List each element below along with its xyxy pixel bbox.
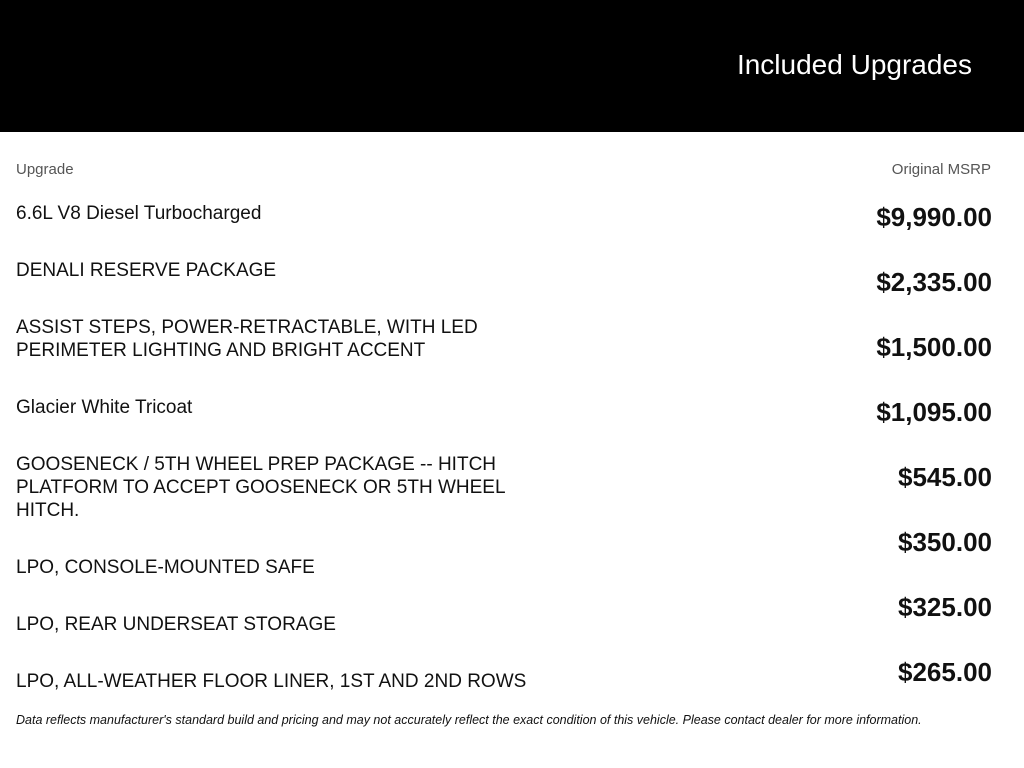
msrp-price: $1,095.00: [876, 397, 992, 427]
page-header: [0, 0, 1024, 132]
upgrade-name: DENALI RESERVE PACKAGE: [16, 260, 277, 281]
msrp-price: $325.00: [898, 592, 992, 622]
upgrade-name: Glacier White Tricoat: [16, 397, 193, 418]
msrp-price: $350.00: [898, 527, 992, 557]
upgrade-name: LPO, REAR UNDERSEAT STORAGE: [16, 614, 336, 635]
upgrade-name: 6.6L V8 Diesel Turbocharged: [16, 203, 262, 224]
msrp-price: $545.00: [898, 462, 992, 492]
msrp-price: $2,335.00: [876, 267, 992, 297]
upgrade-column-header: Upgrade: [16, 161, 74, 178]
page-title: Included Upgrades: [736, 49, 972, 80]
msrp-price: $1,500.00: [876, 332, 992, 362]
upgrade-name: GOOSENECK / 5TH WHEEL PREP PACKAGE -- HITCH PLATFORM TO ACCEPT GOOSENECK OR 5TH WHEEL HITCH.: [16, 454, 505, 521]
upgrade-name: ASSIST STEPS, POWER-RETRACTABLE, WITH LED PERIMETER LIGHTING AND BRIGHT ACCENT: [16, 317, 478, 361]
msrp-price: $9,990.00: [876, 202, 992, 232]
msrp-column-header: Original MSRP: [891, 161, 991, 178]
upgrade-name: LPO, CONSOLE-MOUNTED SAFE: [16, 557, 315, 578]
upgrade-name: LPO, ALL-WEATHER FLOOR LINER, 1ST AND 2ND ROWS: [16, 671, 527, 692]
msrp-price: $265.00: [898, 657, 992, 687]
pricing-disclaimer: Data reflects manufacturer's standard build and pricing and may not accurately reflect the exact condition of this vehicle. Please contact dealer for more information.: [16, 713, 922, 727]
